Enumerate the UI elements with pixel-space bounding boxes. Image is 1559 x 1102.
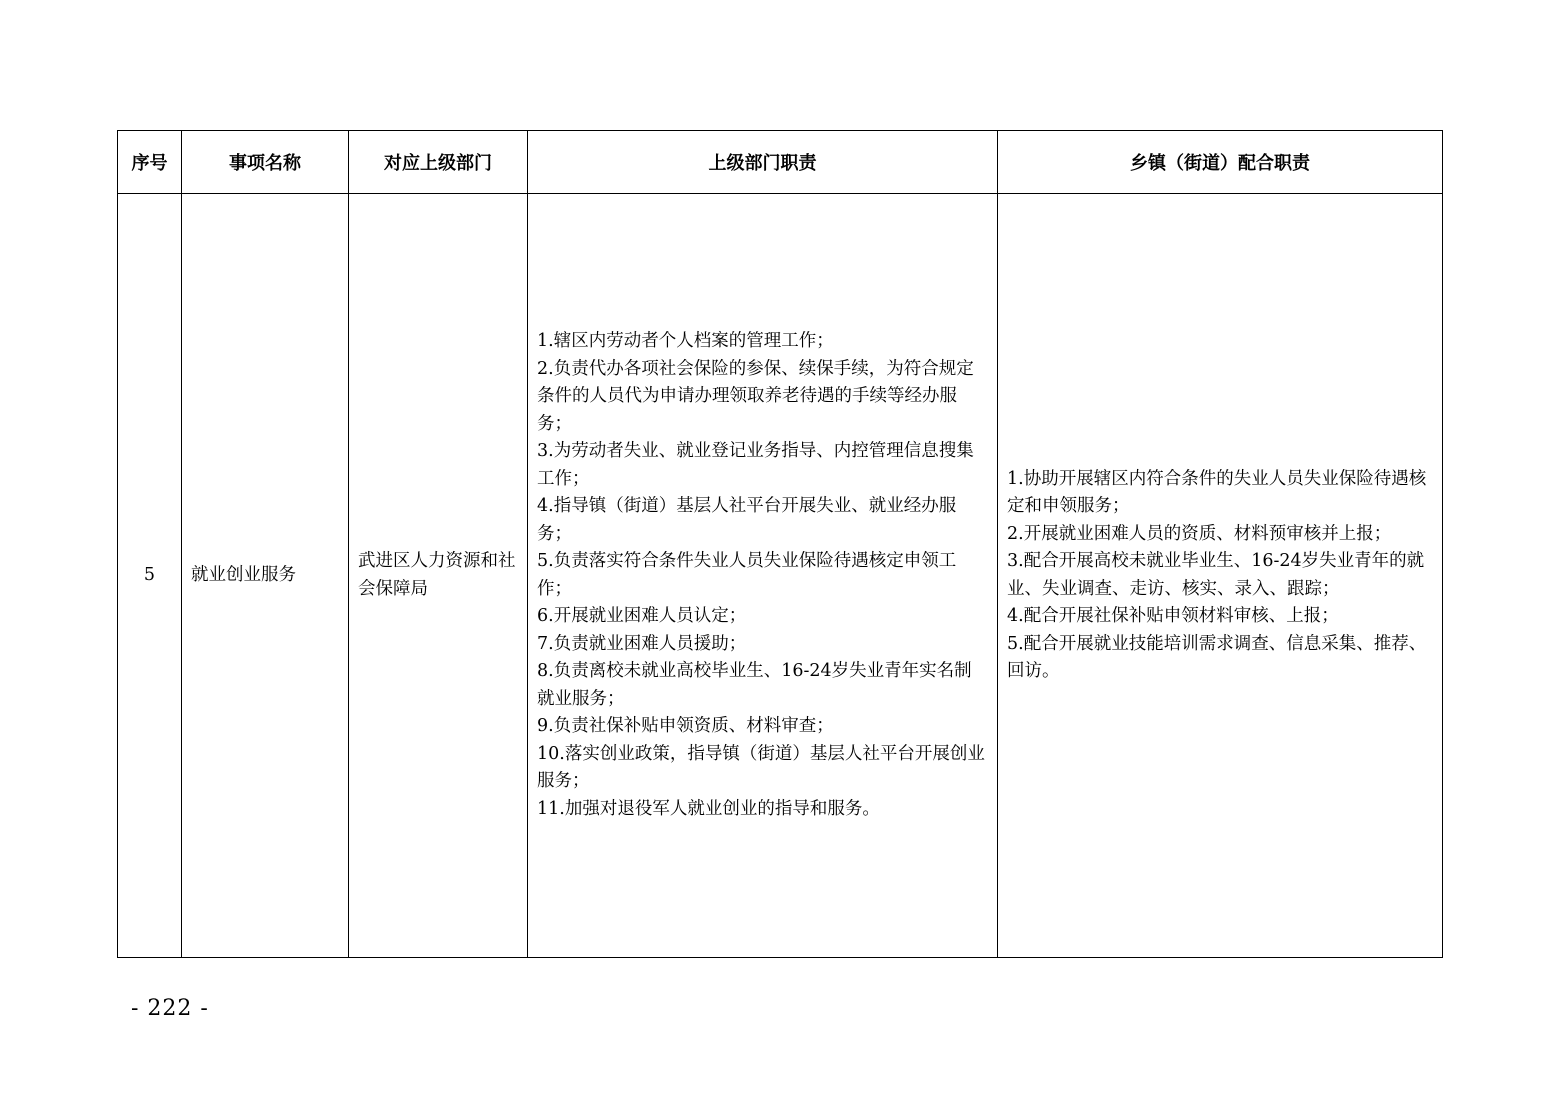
town-duty-item: 2.开展就业困难人员的资质、材料预审核并上报； [1007, 523, 1392, 544]
superior-duty-item: 3.为劳动者失业、就业登记业务指导、内控管理信息搜集工作； [537, 441, 974, 489]
superior-duty-item: 11.加强对退役军人就业创业的指导和服务。 [537, 798, 880, 819]
superior-duty-item: 2.负责代办各项社会保险的参保、续保手续，为符合规定条件的人员代为申请办理领取养老待遇的手续等经办服务； [537, 358, 974, 434]
town-duty-item: 1.协助开展辖区内符合条件的失业人员失业保险待遇核定和申领服务； [1007, 468, 1427, 516]
superior-duty-item: 10.落实创业政策，指导镇（街道）基层人社平台开展创业服务； [537, 743, 985, 791]
cell-department: 武进区人力资源和社会保障局 [349, 194, 528, 958]
header-seq: 序号 [118, 131, 182, 194]
cell-name: 就业创业服务 [182, 194, 349, 958]
superior-duty-item: 4.指导镇（街道）基层人社平台开展失业、就业经办服务； [537, 496, 957, 544]
town-duty-item: 3.配合开展高校未就业毕业生、16-24岁失业青年的就业、失业调查、走访、核实、录入、跟踪； [1007, 551, 1425, 599]
superior-duty-item: 5.负责落实符合条件失业人员失业保险待遇核定申领工作； [537, 551, 957, 599]
cell-superior-duties [528, 194, 998, 958]
superior-duty-item: 9.负责社保补贴申领资质、材料审查； [537, 716, 834, 736]
header-superior-duties: 上级部门职责 [528, 131, 998, 194]
responsibility-table [117, 130, 1443, 958]
cell-town-duties [998, 194, 1443, 958]
table-row [118, 194, 1443, 958]
superior-duty-item: 7.负责就业困难人员援助； [537, 633, 747, 654]
header-town-duties: 乡镇（街道）配合职责 [998, 131, 1443, 194]
superior-duty-item: 6.开展就业困难人员认定； [537, 606, 747, 626]
cell-seq: 5 [118, 194, 182, 958]
superior-duty-item: 1.辖区内劳动者个人档案的管理工作； [537, 331, 834, 351]
table-header-row [118, 131, 1443, 194]
page-number: - 222 - [131, 996, 209, 1021]
header-department: 对应上级部门 [349, 131, 528, 194]
header-name: 事项名称 [182, 131, 349, 194]
town-duty-item: 5.配合开展就业技能培训需求调查、信息采集、推荐、回访。 [1007, 633, 1427, 681]
town-duty-item: 4.配合开展社保补贴申领材料审核、上报； [1007, 606, 1339, 626]
superior-duty-item: 8.负责离校未就业高校毕业生、16-24岁失业青年实名制就业服务； [537, 661, 972, 709]
